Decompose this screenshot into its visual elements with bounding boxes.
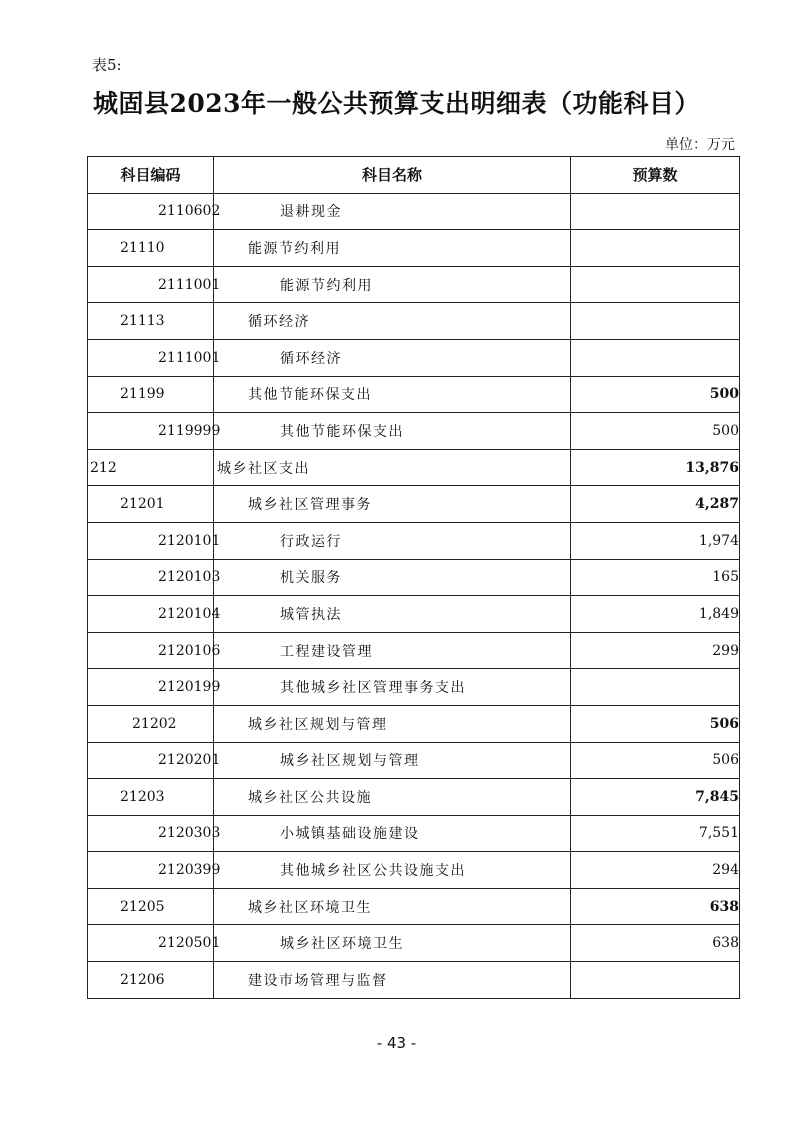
row-name: 城管执法 [214,596,571,633]
table-row [88,742,740,779]
row-name: 小城镇基础设施建设 [214,815,571,852]
row-amount: 500 [571,413,740,450]
row-code: 2120201 [88,742,214,779]
row-name: 城乡社区环境卫生 [214,888,571,925]
row-amount: 638 [571,888,740,925]
row-name: 建设市场管理与监督 [214,962,571,999]
row-amount: 500 [571,376,740,413]
unit-note: 单位：万元 [665,137,735,153]
row-code: 2120501 [88,925,214,962]
row-amount: 294 [571,852,740,889]
row-code: 2120399 [88,852,214,889]
row-amount [571,230,740,267]
table-body [88,193,740,998]
table-row [88,449,740,486]
table-row [88,962,740,999]
row-code: 2120104 [88,596,214,633]
table-row [88,559,740,596]
row-amount: 638 [571,925,740,962]
table-row [88,193,740,230]
row-name: 循环经济 [214,339,571,376]
row-name: 能源节约利用 [214,230,571,267]
row-amount: 506 [571,742,740,779]
column-header-code: 科目编码 [88,157,214,194]
row-amount: 1,974 [571,522,740,559]
row-amount: 299 [571,632,740,669]
row-code: 2120199 [88,669,214,706]
table-row [88,852,740,889]
header-row [88,157,740,194]
row-name: 其他节能环保支出 [214,413,571,450]
table-header [88,157,740,194]
row-name: 城乡社区环境卫生 [214,925,571,962]
row-amount [571,303,740,340]
row-code: 212 [88,449,214,486]
row-name: 退耕现金 [214,193,571,230]
table-row [88,522,740,559]
row-amount [571,339,740,376]
row-amount: 4,287 [571,486,740,523]
row-code: 21202 [88,705,214,742]
row-code: 21110 [88,230,214,267]
row-name: 城乡社区规划与管理 [214,705,571,742]
row-code: 2120101 [88,522,214,559]
table-row [88,376,740,413]
table-row [88,486,740,523]
table-label: 表5: [92,56,122,74]
row-name: 能源节约利用 [214,266,571,303]
row-code: 21205 [88,888,214,925]
row-name: 工程建设管理 [214,632,571,669]
table-row [88,339,740,376]
row-code: 2120103 [88,559,214,596]
row-code: 21113 [88,303,214,340]
table-row [88,779,740,816]
row-name: 城乡社区管理事务 [214,486,571,523]
row-code: 21206 [88,962,214,999]
table-row [88,925,740,962]
row-name: 其他城乡社区公共设施支出 [214,852,571,889]
table-row [88,705,740,742]
row-name: 循环经济 [214,303,571,340]
row-code: 2119999 [88,413,214,450]
row-amount: 165 [571,559,740,596]
row-code: 21201 [88,486,214,523]
row-amount: 506 [571,705,740,742]
row-name: 城乡社区公共设施 [214,779,571,816]
table-row [88,632,740,669]
row-name: 行政运行 [214,522,571,559]
page-number: - 43 - [376,1034,417,1052]
row-name: 城乡社区支出 [214,449,571,486]
page-title: 城固县2023年一般公共预算支出明细表（功能科目） [92,89,701,118]
table-row [88,669,740,706]
table-row [88,815,740,852]
row-amount: 7,551 [571,815,740,852]
row-amount [571,962,740,999]
row-name: 机关服务 [214,559,571,596]
row-name: 城乡社区规划与管理 [214,742,571,779]
table-row [88,303,740,340]
row-code: 2111001 [88,266,214,303]
row-name: 其他节能环保支出 [214,376,571,413]
table-row [88,413,740,450]
column-header-amount: 预算数 [571,157,740,194]
budget-table [87,156,740,999]
table-row [88,596,740,633]
row-code: 2120106 [88,632,214,669]
table-row [88,888,740,925]
row-amount: 13,876 [571,449,740,486]
row-code: 2110602 [88,193,214,230]
row-code: 2111001 [88,339,214,376]
table-row [88,230,740,267]
row-amount [571,669,740,706]
row-amount [571,193,740,230]
column-header-name: 科目名称 [214,157,571,194]
row-amount [571,266,740,303]
row-amount: 7,845 [571,779,740,816]
table-row [88,266,740,303]
row-name: 其他城乡社区管理事务支出 [214,669,571,706]
row-amount: 1,849 [571,596,740,633]
row-code: 21203 [88,779,214,816]
row-code: 2120303 [88,815,214,852]
row-code: 21199 [88,376,214,413]
